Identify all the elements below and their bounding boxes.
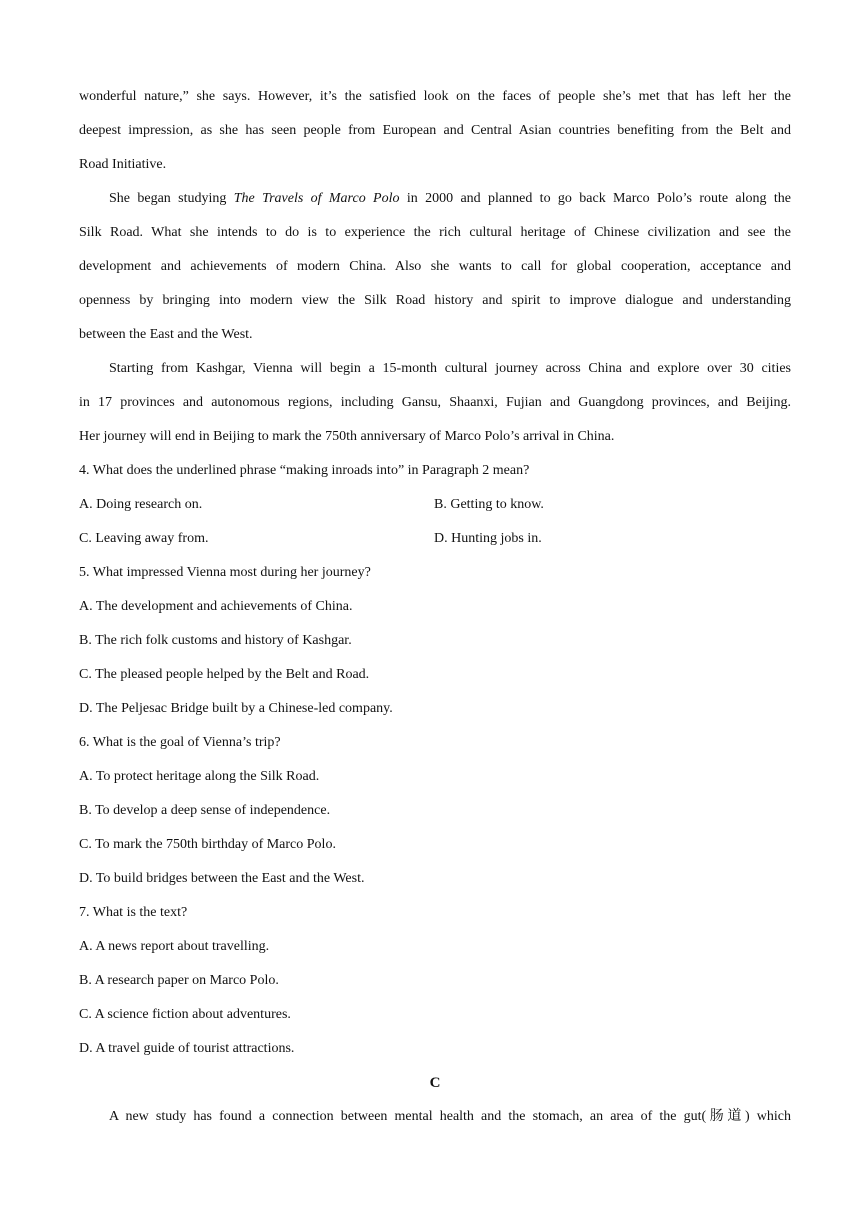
paragraph-line: openness by bringing into modern view the Silk Road history and spirit to improve dialogue and understanding — [79, 293, 791, 308]
paragraph-line: between the East and the West. — [79, 327, 253, 342]
paragraph-line: in 17 provinces and autonomous regions, including Gansu, Shaanxi, Fujian and Guangdong provinces, and Beijing. — [79, 395, 791, 410]
option-c: C. A science fiction about adventures. — [79, 1007, 291, 1022]
paragraph-line: A new study has found a connection between mental health and the stomach, an area of the gut(肠道) which — [109, 1109, 791, 1124]
book-title: The Travels of Marco Polo — [233, 191, 400, 206]
option-d: D. A travel guide of tourist attractions. — [79, 1041, 295, 1056]
option-b: B. Getting to know. — [434, 497, 544, 512]
question-4 — [79, 456, 791, 558]
text-run: She began studying — [109, 191, 234, 206]
option-c: C. The pleased people helped by the Belt and Road. — [79, 667, 370, 682]
paragraph-line: Starting from Kashgar, Vienna will begin a 15-month cultural journey across China and explore over 30 cities — [109, 361, 791, 376]
section-heading: C — [429, 1075, 441, 1091]
option-b: B. To develop a deep sense of independence. — [79, 803, 331, 818]
option-c: C. To mark the 750th birthday of Marco Polo. — [79, 837, 336, 852]
question-stem: 5. What impressed Vienna most during her journey? — [79, 565, 371, 580]
option-a: A. To protect heritage along the Silk Road. — [79, 769, 320, 784]
option-d: D. To build bridges between the East and the West. — [79, 871, 365, 886]
paragraph-line: development and achievements of modern China. Also she wants to call for global cooperation, acceptance and — [79, 259, 791, 274]
option-row — [79, 524, 791, 558]
paragraph-line — [79, 184, 791, 218]
question-5 — [79, 558, 791, 728]
option-a: A. A news report about travelling. — [79, 939, 270, 954]
option-row — [79, 490, 791, 524]
paragraph-line: Silk Road. What she intends to do is to experience the rich cultural heritage of Chinese civilization and see the — [79, 225, 791, 240]
option-d: D. Hunting jobs in. — [434, 531, 542, 546]
document-page — [79, 82, 791, 1136]
option-d: D. The Peljesac Bridge built by a Chinese-led company. — [79, 701, 393, 716]
question-stem: 6. What is the goal of Vienna’s trip? — [79, 735, 281, 750]
paragraph-line: Road Initiative. — [79, 157, 167, 172]
paragraph-line: deepest impression, as she has seen people from European and Central Asian countries benefiting from the Belt and — [79, 123, 791, 138]
paragraph-2 — [79, 184, 791, 354]
paragraph-line: wonderful nature,” she says. However, it’s the satisfied look on the faces of people she’s met that has left her the — [79, 89, 791, 104]
paragraph-line: Her journey will end in Beijing to mark the 750th anniversary of Marco Polo’s arrival in China. — [79, 429, 615, 444]
question-stem: 7. What is the text? — [79, 905, 188, 920]
option-a: A. The development and achievements of China. — [79, 599, 353, 614]
question-stem: 4. What does the underlined phrase “making inroads into” in Paragraph 2 mean? — [79, 463, 530, 478]
text-run: in 2000 and planned to go back Marco Polo’s route along the — [399, 191, 791, 206]
question-6 — [79, 728, 791, 898]
paragraph-1 — [79, 82, 791, 184]
option-a: A. Doing research on. — [79, 497, 203, 512]
question-7 — [79, 898, 791, 1068]
option-c: C. Leaving away from. — [79, 531, 209, 546]
paragraph-3 — [79, 354, 791, 456]
option-b: B. The rich folk customs and history of Kashgar. — [79, 633, 352, 648]
option-b: B. A research paper on Marco Polo. — [79, 973, 279, 988]
